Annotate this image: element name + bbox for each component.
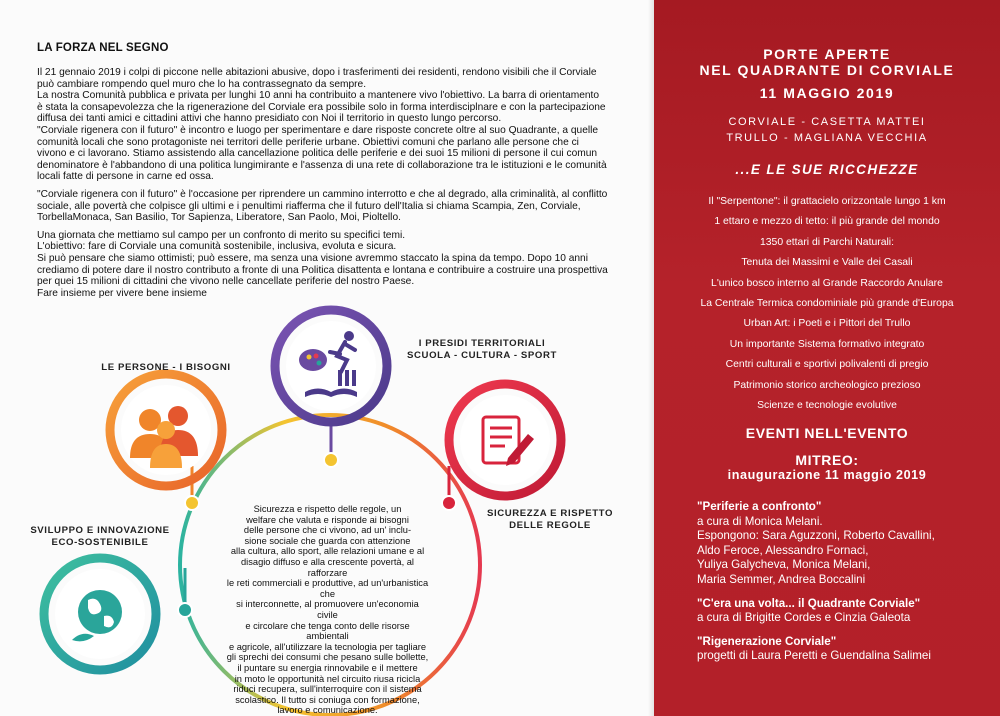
event-title: "Periferie a confronto" bbox=[697, 500, 822, 513]
paragraph-1: Il 21 gennaio 2019 i colpi di piccone nelle abitazioni abusive, dopo i trasferimenti dei residenti, rendono visibili che il Corviale può cambiare rompendo quel muro che lo ha contrassegnato da sempre. La nostra Comunità pubblica e privata per lunghi 10 anni ha contribuito a mantenere vivo l'obiettivo. La barra di orientamento è stata la consapevolezza che la rigenerazione del Corviale era possibile solo in forma interdisciplnare e con la partecipazione diffusa dei tanti amici e cittadini attivi che hanno presidiato con Noi il territorio in questo lungo percorso. "Corviale rigenera con il futuro" è incontro e luogo per sperimentare e dare risposte concrete oltre al suo Quadrante, a quelle comunità locali che sono protagoniste nei territori delle periferie urbane. Obiettivi comuni che parlano alle persone che ci vivono e ci lavorano. Stiamo assistendo alla cancellazione politica delle periferie e dei suoi 15 milioni di persone il cui comun denominatore è l'abbandono di una politica lungimirante e l'assenza di una rete di collaborazione tra le istituzioni e le comunità locali fatte di persone in carne ed ossa. bbox=[37, 67, 607, 183]
infographic bbox=[0, 300, 654, 716]
right-page bbox=[654, 0, 1000, 716]
riches-item: Il "Serpentone": il grattacielo orizzontale lungo 1 km bbox=[708, 196, 946, 207]
riches-item: Urban Art: i Poeti e i Pittori del Trullo bbox=[743, 318, 911, 330]
node-sicurezza bbox=[442, 496, 456, 510]
node-sviluppo bbox=[178, 603, 192, 617]
title-line-1: PORTE APERTE bbox=[763, 46, 891, 62]
title-date: 11 MAGGIO 2019 bbox=[759, 85, 895, 101]
riches-list bbox=[654, 192, 1000, 416]
node-presidi bbox=[324, 453, 338, 467]
people-icon bbox=[110, 374, 222, 486]
label-sviluppo: SVILUPPO E INNOVAZIONE ECO-SOSTENIBILE bbox=[30, 525, 170, 548]
events-title: EVENTI NELL'EVENTO bbox=[745, 425, 909, 441]
riches-item: Scienze e tecnologie evolutive bbox=[757, 400, 897, 412]
node-persone bbox=[185, 496, 199, 510]
label-persone: LE PERSONE - I BISOGNI bbox=[101, 362, 231, 373]
article-title: LA FORZA NEL SEGNO bbox=[37, 42, 169, 54]
center-text: Sicurezza e rispetto delle regole, un welfare che valuta e risponde ai bisogni delle persone che ci vivono, ad un' inclu- sione sociale che guarda con attenzione alla cultura, allo sport, alle relazioni umane e al disagio diffuso e alla crescente povertà, al rafforzare le reti commerciali e produttive, ad un'urbanistica che si interconnette, al promuovere un'economia civile e circolare che tenga conto delle risorse ambientali e agricole, all'utilizzare la tecnologia per tagliare gli sprechi dei consumi che pesano sulle bollette, il puntare su energia rinnovabile e il mettere in moto le opportunità nel circuito riusa ricicla riduci recupera, sull'interroquire con il sistema scolastico. Il tutto si coniuga con formazione, lavoro e comunicazione. bbox=[226, 504, 429, 716]
riches-item: Centri culturali e sportivi polivalenti di pregio bbox=[725, 359, 929, 371]
riches-item: Patrimonio storico archeologico prezioso bbox=[733, 379, 921, 391]
event-body: a cura di Monica Melani. Espongono: Sara Aguzzoni, Roberto Cavallini, Aldo Feroce, Alessandro Fornaci, Yuliya Galycheva, Monica Melani, Maria Semmer, Andrea Boccalini bbox=[697, 514, 935, 586]
event-body: a cura di Brigitte Cordes e Cinzia Galeota bbox=[697, 611, 911, 625]
event-title: "Rigenerazione Corviale" bbox=[697, 634, 837, 648]
label-presidi: I PRESIDI TERRITORIALI SCUOLA - CULTURA - SPORT bbox=[407, 338, 557, 361]
event-item bbox=[697, 635, 987, 664]
riches-item: L'unico bosco interno al Grande Raccordo Anulare bbox=[711, 277, 943, 289]
riches-title: ...E LE SUE RICCHEZZE bbox=[735, 162, 919, 177]
paragraph-3: Una giornata che mettiamo sul campo per un confronto di merito su specifici temi. L'obiettivo: fare di Corviale una comunità sostenibile, inclusiva, evoluta e sicura. Si può pensare che siamo ottimisti; può essere, ma senza una visione avremmo staccato la spina da tempo. Dopo 10 anni crediamo di potere dare il nostro contributo a fronte di una Politica disattenta e lontana e contribuire a costruire una prospettiva per quei 15 milioni di cittadini che vivono nelle cancellate periferie del nostro Paese. Fare insieme per vivere bene insieme bbox=[37, 229, 608, 299]
riches-item: 1 ettaro e mezzo di tetto: il più grande del mondo bbox=[714, 216, 940, 228]
document-pen-icon bbox=[449, 384, 561, 496]
mitreo-subtitle: inaugurazione 11 maggio 2019 bbox=[727, 468, 927, 482]
riches-item: Un importante Sistema formativo integrato bbox=[729, 338, 925, 350]
riches-item: Tenuta dei Massimi e Valle dei Casali bbox=[741, 257, 913, 269]
article-body bbox=[37, 67, 654, 299]
event-item bbox=[697, 597, 987, 626]
title-line-2: NEL QUADRANTE DI CORVIALE bbox=[699, 62, 955, 78]
culture-sport-icon bbox=[275, 310, 387, 422]
paragraph-2: "Corviale rigenera con il futuro" è l'occasione per riprendere un cammino interrotto e che al degrado, alla criminalità, al conflitto sociale, alle povertà che colpisce gli ultimi e i penultimi riafferma che il futuro dell'Italia si chiama Scampia, Zen, Corviale, TorbellaMonaca, San Basilio, Tor Sapienza, Liberatore, San Paolo, Moi, Pioltello. bbox=[37, 188, 608, 224]
events-list bbox=[697, 500, 987, 673]
riches-item: 1350 ettari di Parchi Naturali: bbox=[760, 236, 894, 248]
label-sicurezza: SICUREZZA E RISPETTO DELLE REGOLE bbox=[486, 508, 614, 531]
subtitle-line-2: TRULLO - MAGLIANA VECCHIA bbox=[726, 132, 928, 144]
subtitle-line-1: CORVIALE - CASETTA MATTEI bbox=[728, 116, 926, 128]
event-item bbox=[697, 500, 987, 588]
riches-item: La Centrale Termica condominiale più grande d'Europa bbox=[700, 298, 954, 310]
mitreo-title: MITREO: bbox=[795, 452, 859, 468]
event-title: "C'era una volta... il Quadrante Corviale" bbox=[697, 596, 921, 610]
eco-globe-icon bbox=[44, 558, 156, 670]
event-body: progetti di Laura Peretti e Guendalina Salimei bbox=[697, 649, 931, 663]
